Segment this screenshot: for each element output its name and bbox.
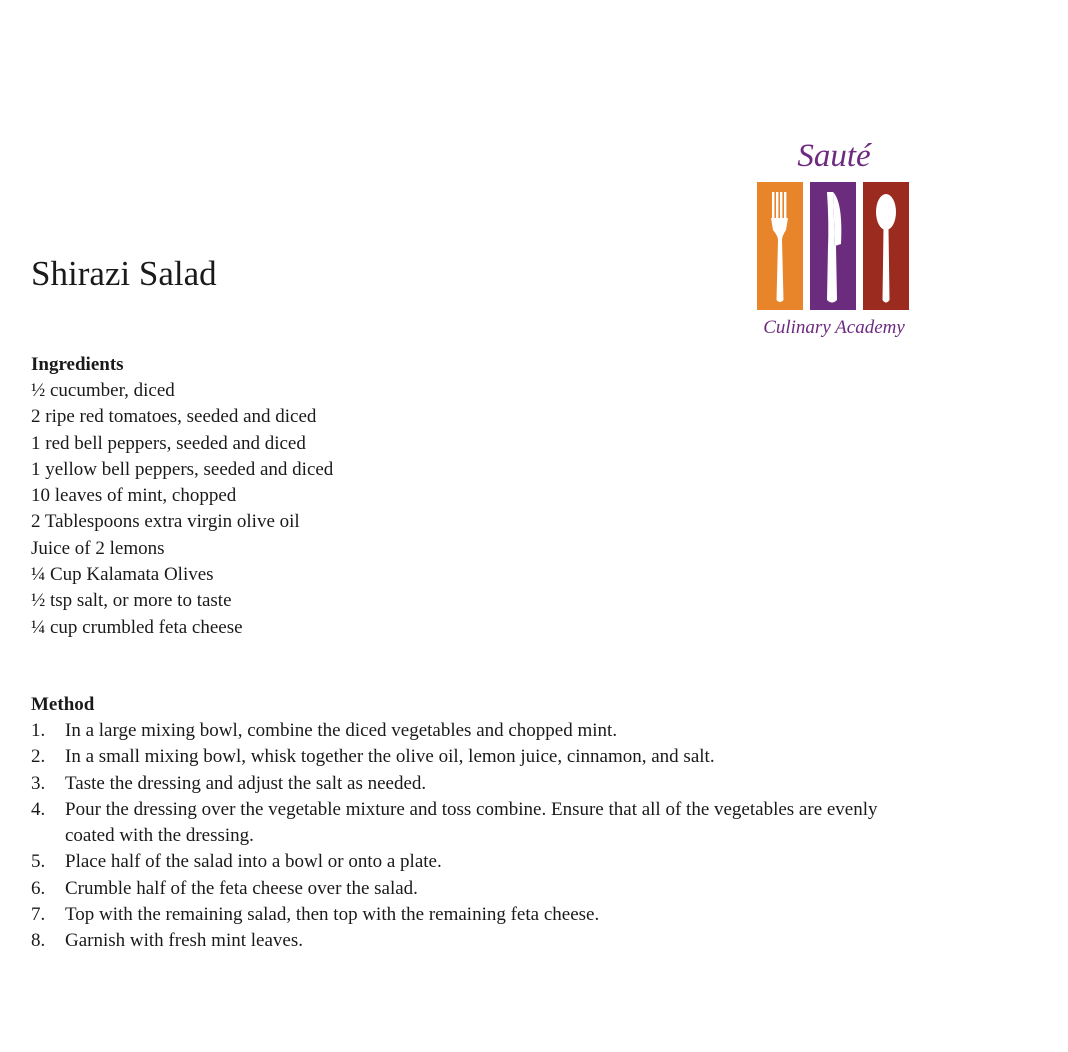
method-step xyxy=(31,718,891,744)
ingredient-item: 2 ripe red tomatoes, seeded and diced xyxy=(31,406,317,428)
step-number: 7. xyxy=(31,904,46,926)
ingredient-item: ¼ Cup Kalamata Olives xyxy=(31,564,214,586)
ingredients-section xyxy=(31,352,333,641)
step-text: Crumble half of the feta cheese over the salad. xyxy=(65,877,418,899)
ingredients-list xyxy=(31,378,333,641)
step-text: Place half of the salad into a bowl or onto a plate. xyxy=(65,851,442,873)
step-text: In a large mixing bowl, combine the diced vegetables and chopped mint. xyxy=(65,720,618,741)
step-number: 2. xyxy=(31,746,46,768)
step-text: Taste the dressing and adjust the salt as needed. xyxy=(65,772,427,794)
ingredient-item: ½ tsp salt, or more to taste xyxy=(31,590,232,612)
method-heading: Method xyxy=(31,694,95,715)
ingredients-heading: Ingredients xyxy=(31,354,124,375)
method-step xyxy=(31,928,891,954)
method-step xyxy=(31,849,891,875)
method-step xyxy=(31,771,891,797)
method-step xyxy=(31,744,891,770)
method-step xyxy=(31,902,891,928)
method-step xyxy=(31,797,891,850)
recipe-title: Shirazi Salad xyxy=(31,254,217,293)
step-number: 6. xyxy=(31,877,46,899)
ingredient-item: 1 yellow bell peppers, seeded and diced xyxy=(31,458,334,480)
ingredient-item: 2 Tablespoons extra virgin olive oil xyxy=(31,511,300,533)
step-text: In a small mixing bowl, whisk together the olive oil, lemon juice, cinnamon, and salt. xyxy=(65,746,715,768)
step-number: 5. xyxy=(31,851,46,873)
method-section xyxy=(31,692,891,955)
step-number: 3. xyxy=(31,772,46,794)
step-text: Pour the dressing over the vegetable mixture and toss combine. Ensure that all of the vegetables are evenly coated with the dressing. xyxy=(65,798,878,847)
ingredient-item: 10 leaves of mint, chopped xyxy=(31,485,237,507)
step-text: Garnish with fresh mint leaves. xyxy=(65,930,303,952)
step-number: 4. xyxy=(31,798,46,820)
step-number: 8. xyxy=(31,930,46,952)
step-text: Top with the remaining salad, then top with the remaining feta cheese. xyxy=(65,904,600,926)
step-number: 1. xyxy=(31,720,46,741)
ingredient-item: ½ cucumber, diced xyxy=(31,380,175,401)
method-step xyxy=(31,876,891,902)
ingredient-item: 1 red bell peppers, seeded and diced xyxy=(31,432,306,454)
logo-top-text: Sauté xyxy=(797,138,871,174)
ingredient-item: ¼ cup crumbled feta cheese xyxy=(31,616,243,638)
saute-culinary-academy-logo xyxy=(742,132,926,346)
method-steps xyxy=(31,718,891,955)
logo-bottom-text: Culinary Academy xyxy=(763,317,905,338)
ingredient-item: Juice of 2 lemons xyxy=(31,537,165,559)
